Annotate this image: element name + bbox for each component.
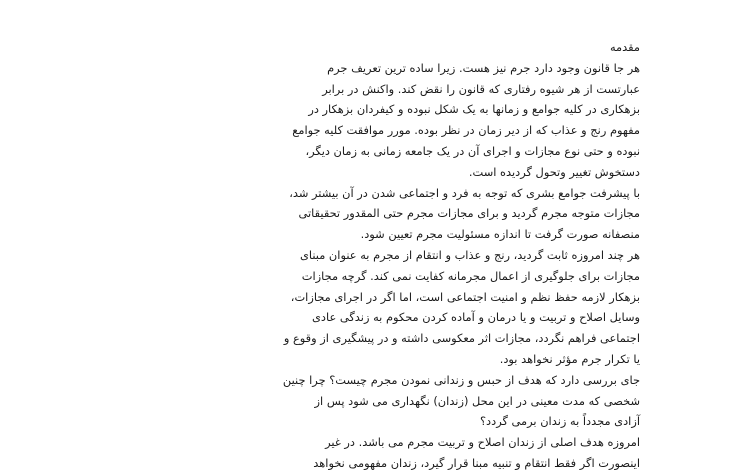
text-line: اجتماعی فراهم نگردد، مجازات اثر معکوسی داشته و در پیشگیری از وقوع و bbox=[283, 331, 640, 346]
text-line: دستخوش تغییر وتحول گردیده است. bbox=[468, 164, 640, 179]
text-line: جای بررسی دارد که هدف از حبس و زندانی نمودن مجرم چیست؟ چرا چنین bbox=[282, 372, 640, 387]
text-line: نبوده و حتی نوع مجازات و اجرای آن در یک جامعه زمانی به زمان دیگر، bbox=[305, 143, 640, 158]
text-line: با پیشرفت جوامع بشری که توجه به فرد و اجتماعی شدن در آن بیشتر شد، bbox=[289, 185, 640, 200]
text-line: اینصورت اگر فقط انتقام و تنبیه مبنا قرار گیرد، زندان مفهومی نخواهد bbox=[313, 455, 640, 470]
text-line: عبارتست از هر شیوه رفتاری که قانون را نقض کند. واکنش در برابر bbox=[322, 81, 640, 96]
document-body bbox=[108, 37, 640, 474]
text-line: بزهکار لازمه حفظ نظم و امنیت اجتماعی است، اما اگر در اجرای مجازات، bbox=[290, 289, 640, 304]
text-line: امروزه هدف اصلی از زندان اصلاح و تربیت مجرم می باشد. در غیر bbox=[325, 435, 640, 450]
heading-introduction: مقدمه bbox=[609, 40, 640, 54]
text-line: شخصی که مدت معینی در این محل (زندان) نگهداری می شود پس از bbox=[314, 393, 640, 408]
text-line: منصفانه صورت گرفت تا اندازه مسئولیت مجرم تعیین شود. bbox=[360, 227, 640, 242]
text-line: یا تکرار جرم مؤثر نخواهد بود. bbox=[499, 351, 640, 366]
text-line: بزهکاری در کلیه جوامع و زمانها به یک شکل نبوده و کیفردان بزهکار در bbox=[308, 102, 640, 117]
text-line: هر چند امروزه ثابت گردید، رنج و عذاب و انتقام از مجرم به عنوان مبنای bbox=[299, 247, 640, 262]
text-line: مجازات متوجه مجرم گردید و برای مجازات مجرم حتی المقدور تحقیقاتی bbox=[298, 206, 640, 221]
text-line: مجازات برای جلوگیری از اعمال مجرمانه کفایت نمی کند. گرچه مجازات bbox=[301, 268, 640, 283]
text-line: آزادی مجدداً به زندان برمی گردد؟ bbox=[480, 414, 640, 429]
text-line: مفهوم رنج و عذاب که از دیر زمان در نظر بوده. مورر موافقت کلیه جوامع bbox=[292, 123, 640, 138]
text-line: هر جا قانون وجود دارد جرم نیز هست. زیرا ساده ترین تعریف جرم bbox=[327, 60, 640, 75]
text-line: وسایل اصلاح و تربیت و یا درمان و آماده کردن محکوم به زندگی عادی bbox=[312, 310, 640, 325]
